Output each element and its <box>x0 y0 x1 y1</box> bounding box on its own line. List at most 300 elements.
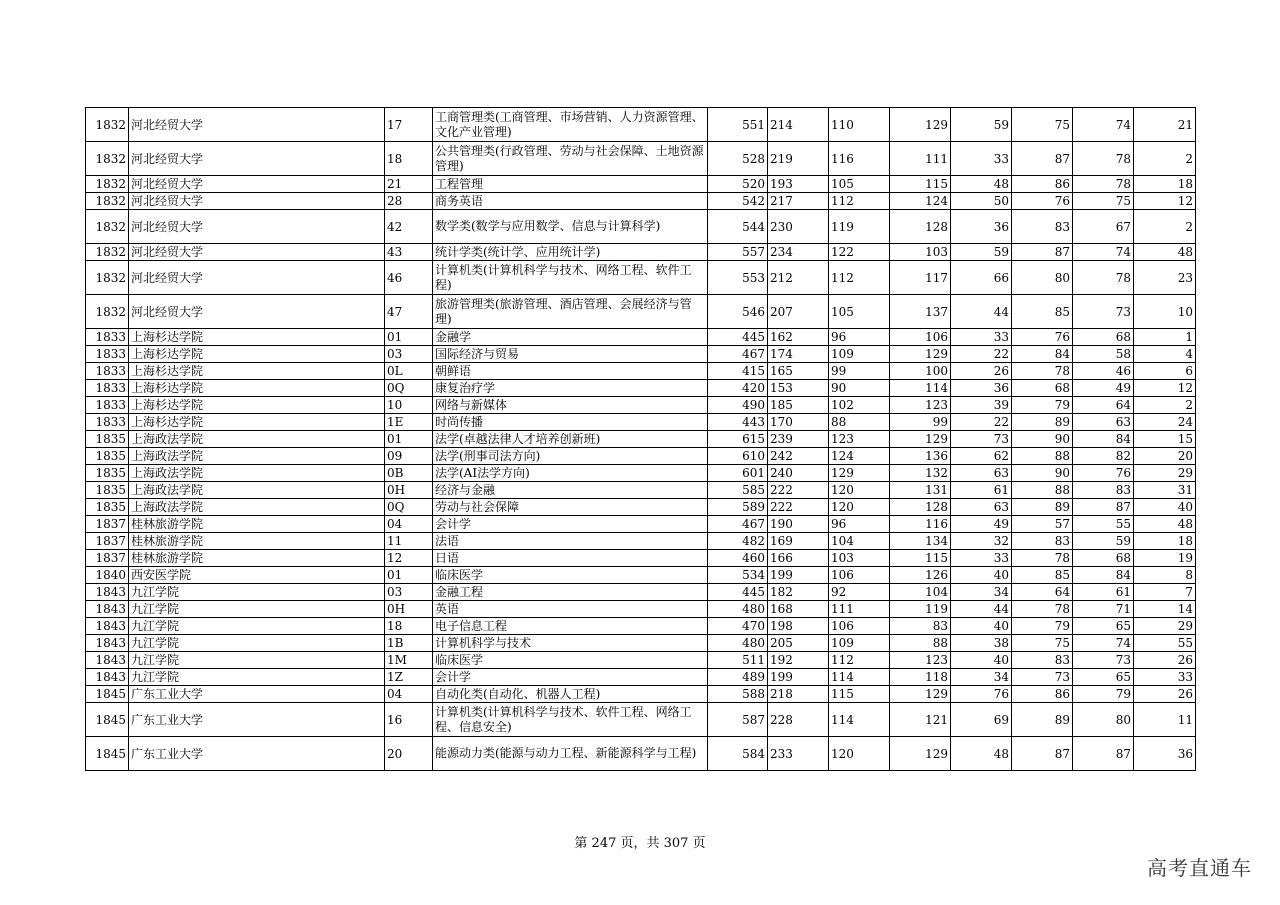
cell-major-code: 21 <box>385 176 433 193</box>
cell-major-code: 0H <box>385 482 433 499</box>
cell-score-col-2: 112 <box>829 261 890 295</box>
cell-score-col-7: 12 <box>1134 193 1196 210</box>
cell-score-total: 460 <box>708 550 768 567</box>
cell-score-col-4: 73 <box>951 431 1012 448</box>
cell-score-col-1: 162 <box>768 329 829 346</box>
cell-score-col-1: 219 <box>768 142 829 176</box>
cell-score-total: 544 <box>708 210 768 244</box>
cell-score-col-6: 61 <box>1073 584 1134 601</box>
cell-score-col-5: 75 <box>1012 108 1073 142</box>
cell-school-code: 1833 <box>86 397 129 414</box>
cell-score-col-6: 83 <box>1073 482 1134 499</box>
cell-score-col-3: 116 <box>890 516 951 533</box>
cell-score-col-5: 87 <box>1012 244 1073 261</box>
cell-score-col-1: 199 <box>768 567 829 584</box>
cell-major-code: 09 <box>385 448 433 465</box>
table-body <box>86 108 1196 771</box>
cell-school-name: 桂林旅游学院 <box>129 533 385 550</box>
cell-score-col-4: 40 <box>951 567 1012 584</box>
cell-score-col-7: 2 <box>1134 397 1196 414</box>
cell-major-name: 劳动与社会保障 <box>433 499 708 516</box>
cell-major-code: 18 <box>385 142 433 176</box>
cell-score-col-2: 109 <box>829 635 890 652</box>
cell-major-code: 1E <box>385 414 433 431</box>
cell-score-col-4: 48 <box>951 737 1012 771</box>
cell-score-col-6: 73 <box>1073 295 1134 329</box>
cell-score-col-1: 207 <box>768 295 829 329</box>
cell-major-name: 法语 <box>433 533 708 550</box>
cell-score-col-5: 85 <box>1012 567 1073 584</box>
cell-school-code: 1833 <box>86 414 129 431</box>
cell-score-col-7: 20 <box>1134 448 1196 465</box>
cell-score-col-2: 111 <box>829 601 890 618</box>
cell-score-col-5: 88 <box>1012 448 1073 465</box>
table-row <box>86 193 1196 210</box>
cell-score-col-3: 129 <box>890 686 951 703</box>
cell-school-code: 1845 <box>86 737 129 771</box>
cell-score-col-7: 7 <box>1134 584 1196 601</box>
table-row <box>86 737 1196 771</box>
table-row <box>86 499 1196 516</box>
cell-score-col-1: 166 <box>768 550 829 567</box>
cell-score-col-4: 63 <box>951 465 1012 482</box>
cell-score-total: 601 <box>708 465 768 482</box>
cell-school-name: 桂林旅游学院 <box>129 550 385 567</box>
table-row <box>86 414 1196 431</box>
cell-score-col-7: 2 <box>1134 210 1196 244</box>
cell-score-total: 489 <box>708 669 768 686</box>
cell-major-name: 会计学 <box>433 516 708 533</box>
cell-major-name: 经济与金融 <box>433 482 708 499</box>
cell-major-name: 朝鲜语 <box>433 363 708 380</box>
cell-score-total: 443 <box>708 414 768 431</box>
cell-score-col-7: 8 <box>1134 567 1196 584</box>
cell-score-col-4: 63 <box>951 499 1012 516</box>
cell-school-name: 九江学院 <box>129 584 385 601</box>
cell-score-col-7: 26 <box>1134 686 1196 703</box>
cell-score-col-6: 68 <box>1073 329 1134 346</box>
cell-score-col-3: 115 <box>890 550 951 567</box>
cell-score-col-4: 34 <box>951 584 1012 601</box>
cell-school-name: 上海政法学院 <box>129 448 385 465</box>
cell-score-col-3: 100 <box>890 363 951 380</box>
cell-score-col-1: 198 <box>768 618 829 635</box>
cell-score-col-2: 122 <box>829 244 890 261</box>
cell-score-col-5: 64 <box>1012 584 1073 601</box>
cell-score-col-1: 199 <box>768 669 829 686</box>
table-row <box>86 295 1196 329</box>
cell-score-col-5: 84 <box>1012 346 1073 363</box>
cell-score-col-4: 62 <box>951 448 1012 465</box>
cell-school-name: 河北经贸大学 <box>129 295 385 329</box>
cell-score-col-7: 26 <box>1134 652 1196 669</box>
cell-score-total: 553 <box>708 261 768 295</box>
cell-school-code: 1837 <box>86 533 129 550</box>
cell-score-col-4: 39 <box>951 397 1012 414</box>
cell-school-name: 九江学院 <box>129 652 385 669</box>
cell-score-col-3: 134 <box>890 533 951 550</box>
cell-score-col-6: 65 <box>1073 669 1134 686</box>
cell-score-col-5: 89 <box>1012 499 1073 516</box>
cell-school-name: 上海杉达学院 <box>129 363 385 380</box>
cell-score-col-4: 69 <box>951 703 1012 737</box>
cell-school-code: 1845 <box>86 686 129 703</box>
cell-school-code: 1832 <box>86 244 129 261</box>
cell-major-name: 自动化类(自动化、机器人工程) <box>433 686 708 703</box>
cell-score-col-1: 240 <box>768 465 829 482</box>
cell-score-col-6: 59 <box>1073 533 1134 550</box>
cell-score-col-5: 78 <box>1012 363 1073 380</box>
cell-score-col-2: 116 <box>829 142 890 176</box>
cell-major-name: 计算机类(计算机科学与技术、软件工程、网络工程、信息安全) <box>433 703 708 737</box>
cell-school-code: 1837 <box>86 550 129 567</box>
cell-school-code: 1835 <box>86 482 129 499</box>
cell-score-total: 589 <box>708 499 768 516</box>
cell-score-col-2: 129 <box>829 465 890 482</box>
cell-score-col-6: 49 <box>1073 380 1134 397</box>
cell-major-code: 47 <box>385 295 433 329</box>
cell-score-total: 467 <box>708 516 768 533</box>
table-row <box>86 329 1196 346</box>
cell-school-name: 河北经贸大学 <box>129 210 385 244</box>
table-row <box>86 550 1196 567</box>
table-row <box>86 669 1196 686</box>
cell-major-code: 18 <box>385 618 433 635</box>
table-row <box>86 363 1196 380</box>
cell-score-col-2: 120 <box>829 499 890 516</box>
cell-score-col-3: 131 <box>890 482 951 499</box>
table-row <box>86 448 1196 465</box>
cell-score-col-1: 222 <box>768 499 829 516</box>
cell-major-code: 0H <box>385 601 433 618</box>
cell-school-code: 1832 <box>86 108 129 142</box>
table-row <box>86 244 1196 261</box>
cell-major-name: 电子信息工程 <box>433 618 708 635</box>
cell-school-name: 河北经贸大学 <box>129 261 385 295</box>
cell-major-name: 旅游管理类(旅游管理、酒店管理、会展经济与管理) <box>433 295 708 329</box>
cell-major-code: 46 <box>385 261 433 295</box>
cell-score-col-3: 121 <box>890 703 951 737</box>
cell-score-col-6: 79 <box>1073 686 1134 703</box>
cell-score-col-7: 2 <box>1134 142 1196 176</box>
cell-score-col-5: 87 <box>1012 737 1073 771</box>
cell-score-col-6: 46 <box>1073 363 1134 380</box>
cell-score-col-2: 112 <box>829 652 890 669</box>
cell-score-col-1: 192 <box>768 652 829 669</box>
cell-score-total: 480 <box>708 601 768 618</box>
cell-score-col-7: 29 <box>1134 618 1196 635</box>
cell-school-name: 上海杉达学院 <box>129 397 385 414</box>
table-row <box>86 465 1196 482</box>
cell-score-col-1: 182 <box>768 584 829 601</box>
cell-score-col-3: 129 <box>890 108 951 142</box>
cell-score-col-5: 83 <box>1012 652 1073 669</box>
cell-score-col-4: 34 <box>951 669 1012 686</box>
cell-score-total: 546 <box>708 295 768 329</box>
cell-major-code: 1M <box>385 652 433 669</box>
cell-score-col-1: 170 <box>768 414 829 431</box>
cell-score-col-4: 40 <box>951 652 1012 669</box>
cell-score-col-1: 222 <box>768 482 829 499</box>
cell-score-total: 588 <box>708 686 768 703</box>
cell-score-col-3: 129 <box>890 346 951 363</box>
cell-school-code: 1832 <box>86 193 129 210</box>
table-row <box>86 261 1196 295</box>
cell-score-col-6: 55 <box>1073 516 1134 533</box>
table-row <box>86 346 1196 363</box>
cell-score-col-3: 129 <box>890 431 951 448</box>
cell-score-col-7: 29 <box>1134 465 1196 482</box>
cell-score-col-1: 239 <box>768 431 829 448</box>
cell-score-col-4: 26 <box>951 363 1012 380</box>
cell-score-col-1: 233 <box>768 737 829 771</box>
cell-school-name: 上海政法学院 <box>129 482 385 499</box>
cell-score-col-6: 58 <box>1073 346 1134 363</box>
cell-major-name: 时尚传播 <box>433 414 708 431</box>
cell-school-name: 西安医学院 <box>129 567 385 584</box>
cell-school-name: 河北经贸大学 <box>129 193 385 210</box>
cell-score-total: 551 <box>708 108 768 142</box>
cell-school-name: 九江学院 <box>129 669 385 686</box>
table-row <box>86 601 1196 618</box>
cell-score-total: 610 <box>708 448 768 465</box>
cell-score-col-5: 79 <box>1012 618 1073 635</box>
cell-score-total: 520 <box>708 176 768 193</box>
table-row <box>86 584 1196 601</box>
cell-major-name: 计算机科学与技术 <box>433 635 708 652</box>
cell-score-col-4: 61 <box>951 482 1012 499</box>
cell-major-name: 康复治疗学 <box>433 380 708 397</box>
cell-score-total: 482 <box>708 533 768 550</box>
cell-score-col-3: 88 <box>890 635 951 652</box>
cell-score-total: 415 <box>708 363 768 380</box>
cell-major-name: 会计学 <box>433 669 708 686</box>
cell-school-name: 九江学院 <box>129 618 385 635</box>
cell-score-col-3: 132 <box>890 465 951 482</box>
cell-school-name: 河北经贸大学 <box>129 108 385 142</box>
cell-score-col-4: 22 <box>951 414 1012 431</box>
table-row <box>86 380 1196 397</box>
table-row <box>86 533 1196 550</box>
cell-score-col-4: 40 <box>951 618 1012 635</box>
cell-major-name: 英语 <box>433 601 708 618</box>
cell-score-col-7: 48 <box>1134 244 1196 261</box>
cell-major-code: 16 <box>385 703 433 737</box>
cell-school-code: 1833 <box>86 363 129 380</box>
cell-school-name: 上海杉达学院 <box>129 380 385 397</box>
cell-score-col-2: 99 <box>829 363 890 380</box>
cell-score-col-5: 85 <box>1012 295 1073 329</box>
cell-school-code: 1843 <box>86 584 129 601</box>
cell-score-col-2: 96 <box>829 329 890 346</box>
cell-school-code: 1832 <box>86 176 129 193</box>
cell-score-col-3: 104 <box>890 584 951 601</box>
cell-score-col-6: 73 <box>1073 652 1134 669</box>
cell-major-name: 计算机类(计算机科学与技术、网络工程、软件工程) <box>433 261 708 295</box>
cell-score-col-3: 83 <box>890 618 951 635</box>
cell-score-total: 528 <box>708 142 768 176</box>
cell-school-name: 上海政法学院 <box>129 499 385 516</box>
cell-school-name: 上海杉达学院 <box>129 329 385 346</box>
cell-major-code: 1Z <box>385 669 433 686</box>
cell-score-col-6: 87 <box>1073 737 1134 771</box>
cell-score-col-7: 19 <box>1134 550 1196 567</box>
cell-score-col-3: 117 <box>890 261 951 295</box>
cell-score-col-6: 67 <box>1073 210 1134 244</box>
cell-score-col-5: 76 <box>1012 193 1073 210</box>
cell-score-col-6: 80 <box>1073 703 1134 737</box>
cell-score-col-1: 169 <box>768 533 829 550</box>
cell-score-col-1: 228 <box>768 703 829 737</box>
cell-score-total: 584 <box>708 737 768 771</box>
cell-major-name: 统计学类(统计学、应用统计学) <box>433 244 708 261</box>
cell-major-code: 1B <box>385 635 433 652</box>
cell-score-col-2: 103 <box>829 550 890 567</box>
cell-major-name: 工商管理类(工商管理、市场营销、人力资源管理、文化产业管理) <box>433 108 708 142</box>
cell-major-name: 网络与新媒体 <box>433 397 708 414</box>
cell-score-col-7: 55 <box>1134 635 1196 652</box>
cell-major-code: 12 <box>385 550 433 567</box>
cell-score-col-7: 18 <box>1134 533 1196 550</box>
cell-score-col-5: 90 <box>1012 465 1073 482</box>
table-row <box>86 618 1196 635</box>
cell-score-col-1: 212 <box>768 261 829 295</box>
cell-score-col-5: 88 <box>1012 482 1073 499</box>
cell-score-col-7: 10 <box>1134 295 1196 329</box>
cell-school-name: 河北经贸大学 <box>129 142 385 176</box>
cell-score-col-6: 82 <box>1073 448 1134 465</box>
cell-score-col-2: 115 <box>829 686 890 703</box>
cell-score-col-6: 65 <box>1073 618 1134 635</box>
cell-score-col-6: 64 <box>1073 397 1134 414</box>
cell-score-col-7: 36 <box>1134 737 1196 771</box>
cell-score-col-3: 114 <box>890 380 951 397</box>
cell-score-col-7: 4 <box>1134 346 1196 363</box>
table-row <box>86 210 1196 244</box>
cell-score-col-5: 75 <box>1012 635 1073 652</box>
cell-major-code: 42 <box>385 210 433 244</box>
cell-score-col-6: 68 <box>1073 550 1134 567</box>
cell-major-code: 03 <box>385 584 433 601</box>
cell-school-code: 1843 <box>86 669 129 686</box>
cell-score-col-2: 105 <box>829 176 890 193</box>
table-row <box>86 482 1196 499</box>
cell-score-col-5: 78 <box>1012 550 1073 567</box>
cell-score-col-7: 12 <box>1134 380 1196 397</box>
cell-score-col-4: 44 <box>951 295 1012 329</box>
admission-score-table <box>85 107 1196 771</box>
cell-score-col-5: 76 <box>1012 329 1073 346</box>
cell-school-name: 河北经贸大学 <box>129 244 385 261</box>
cell-score-col-6: 78 <box>1073 261 1134 295</box>
cell-score-col-7: 6 <box>1134 363 1196 380</box>
cell-score-col-2: 96 <box>829 516 890 533</box>
cell-score-col-6: 84 <box>1073 431 1134 448</box>
table-row <box>86 431 1196 448</box>
cell-school-name: 上海政法学院 <box>129 465 385 482</box>
cell-school-code: 1843 <box>86 601 129 618</box>
cell-major-name: 临床医学 <box>433 652 708 669</box>
cell-score-col-2: 114 <box>829 669 890 686</box>
cell-major-name: 金融学 <box>433 329 708 346</box>
cell-school-code: 1845 <box>86 703 129 737</box>
cell-score-col-3: 136 <box>890 448 951 465</box>
cell-score-col-2: 114 <box>829 703 890 737</box>
cell-score-total: 420 <box>708 380 768 397</box>
table-row <box>86 176 1196 193</box>
cell-school-name: 桂林旅游学院 <box>129 516 385 533</box>
cell-school-name: 广东工业大学 <box>129 686 385 703</box>
cell-score-col-2: 102 <box>829 397 890 414</box>
table-row <box>86 567 1196 584</box>
cell-score-col-3: 103 <box>890 244 951 261</box>
cell-score-col-7: 24 <box>1134 414 1196 431</box>
cell-score-col-6: 76 <box>1073 465 1134 482</box>
cell-major-code: 0B <box>385 465 433 482</box>
cell-score-col-6: 74 <box>1073 635 1134 652</box>
cell-major-name: 法学(卓越法律人才培养创新班) <box>433 431 708 448</box>
cell-school-code: 1840 <box>86 567 129 584</box>
cell-major-name: 国际经济与贸易 <box>433 346 708 363</box>
cell-school-code: 1832 <box>86 142 129 176</box>
cell-score-col-4: 33 <box>951 142 1012 176</box>
cell-score-col-4: 48 <box>951 176 1012 193</box>
cell-score-col-3: 111 <box>890 142 951 176</box>
cell-major-name: 法学(AI法学方向) <box>433 465 708 482</box>
cell-score-col-1: 168 <box>768 601 829 618</box>
cell-score-col-7: 21 <box>1134 108 1196 142</box>
cell-score-col-2: 112 <box>829 193 890 210</box>
cell-score-col-6: 87 <box>1073 499 1134 516</box>
cell-major-code: 0Q <box>385 499 433 516</box>
cell-school-code: 1833 <box>86 346 129 363</box>
cell-school-code: 1833 <box>86 329 129 346</box>
table-row <box>86 142 1196 176</box>
cell-school-name: 九江学院 <box>129 601 385 618</box>
cell-score-col-2: 123 <box>829 431 890 448</box>
cell-score-col-2: 109 <box>829 346 890 363</box>
cell-major-code: 17 <box>385 108 433 142</box>
cell-score-col-5: 80 <box>1012 261 1073 295</box>
cell-score-col-3: 118 <box>890 669 951 686</box>
cell-score-col-2: 120 <box>829 482 890 499</box>
cell-score-col-4: 59 <box>951 244 1012 261</box>
cell-school-code: 1843 <box>86 635 129 652</box>
cell-major-name: 临床医学 <box>433 567 708 584</box>
watermark: 高考直通车 <box>1147 856 1252 880</box>
cell-score-col-5: 90 <box>1012 431 1073 448</box>
cell-major-code: 0L <box>385 363 433 380</box>
cell-school-code: 1837 <box>86 516 129 533</box>
cell-major-name: 公共管理类(行政管理、劳动与社会保障、土地资源管理) <box>433 142 708 176</box>
cell-score-col-3: 123 <box>890 652 951 669</box>
cell-score-col-4: 38 <box>951 635 1012 652</box>
cell-score-col-6: 63 <box>1073 414 1134 431</box>
cell-score-col-6: 75 <box>1073 193 1134 210</box>
cell-score-col-3: 124 <box>890 193 951 210</box>
cell-major-code: 04 <box>385 686 433 703</box>
cell-score-col-6: 74 <box>1073 108 1134 142</box>
cell-score-col-7: 40 <box>1134 499 1196 516</box>
cell-score-col-4: 22 <box>951 346 1012 363</box>
cell-score-col-5: 89 <box>1012 414 1073 431</box>
page-footer: 第 247 页，共 307 页 <box>574 836 706 851</box>
cell-major-code: 10 <box>385 397 433 414</box>
cell-score-col-2: 105 <box>829 295 890 329</box>
cell-score-total: 480 <box>708 635 768 652</box>
cell-score-col-5: 86 <box>1012 686 1073 703</box>
cell-score-total: 490 <box>708 397 768 414</box>
